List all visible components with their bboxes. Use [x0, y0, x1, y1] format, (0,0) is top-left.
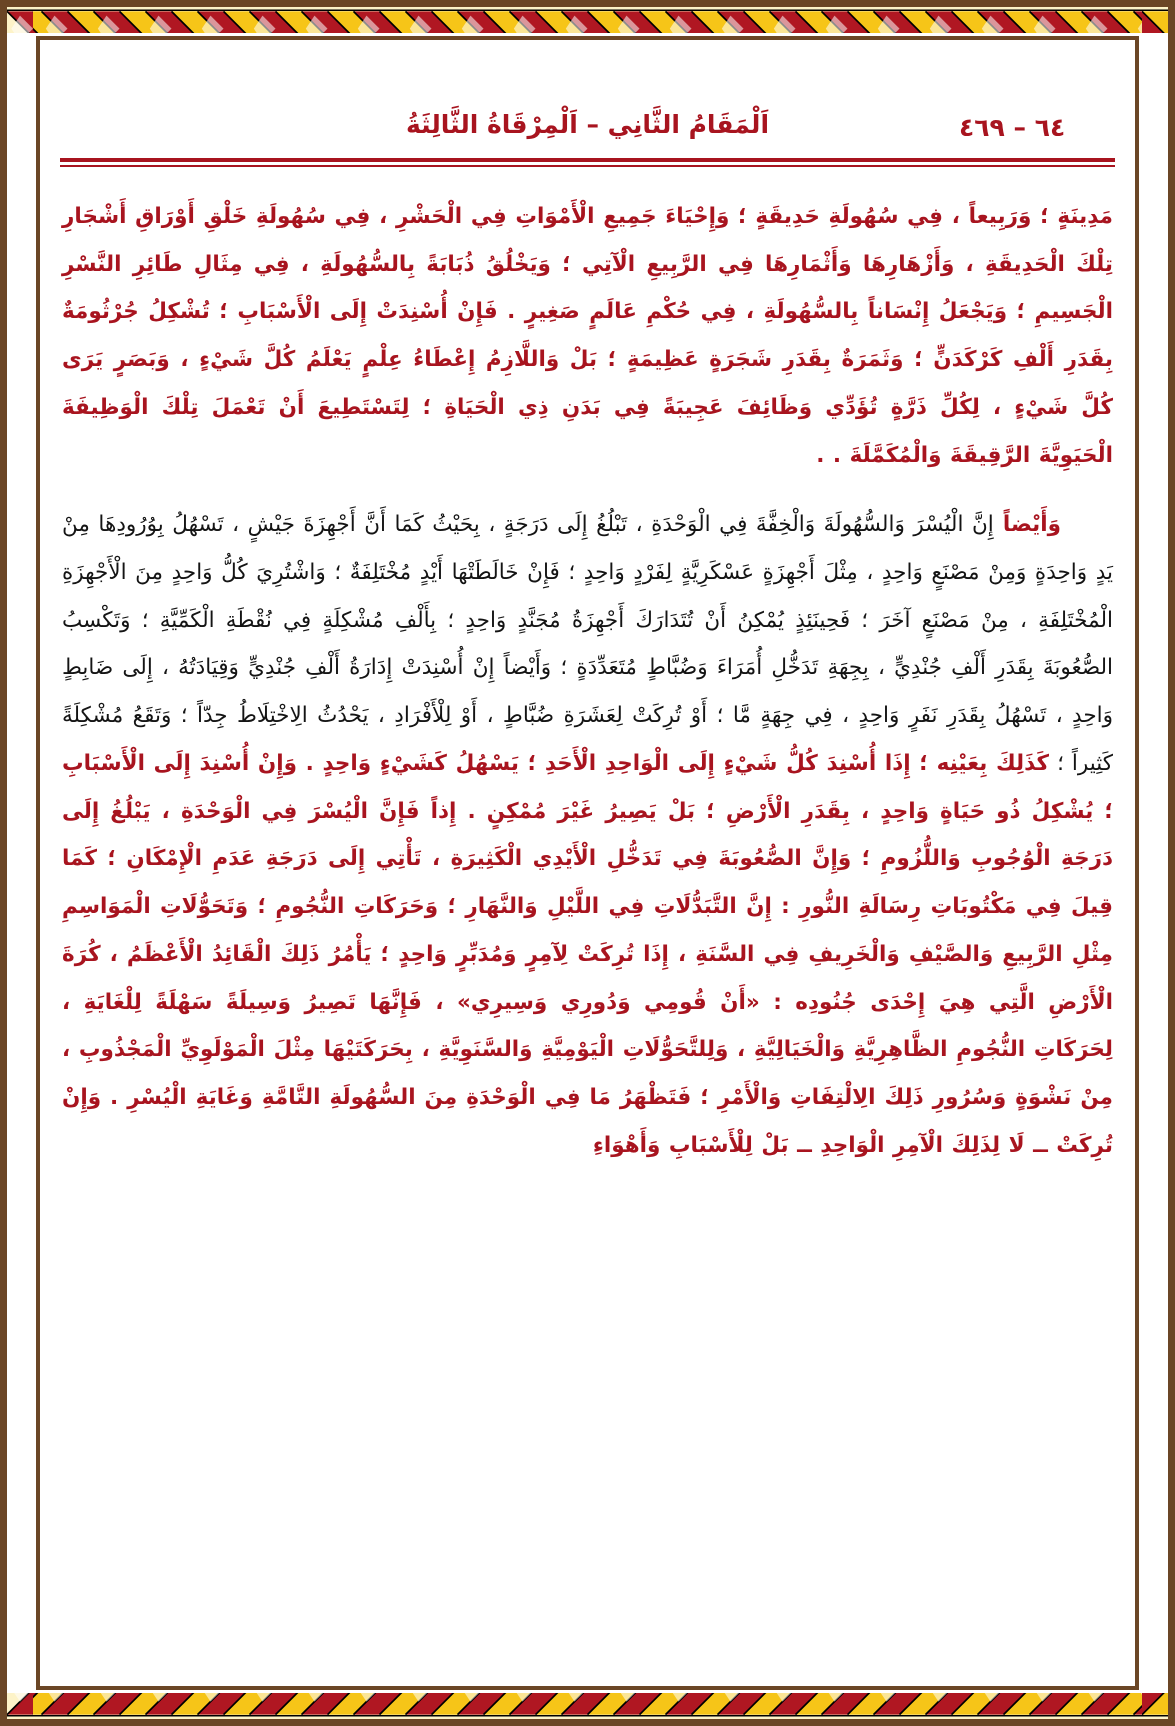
page-header: [58, 58, 1117, 142]
paragraph-2-segment-2: إِنَّ الْيُسْرَ وَالسُّهُولَةَ وَالْخِفَّةَ فِي الْوَحْدَةِ ، تَبْلُغُ إِلَى دَرَجَةٍ ، بِحَيْثُ كَمَا أَنَّ أَجْهِزَةَ جَيْشٍ ، تَسْهُلُ بِوُرُودِهَا مِنْ يَدٍ وَاحِدَةٍ وَمِنْ مَصْنَعٍ وَاحِدٍ ، مِثْلَ أَجْهِزَةٍ عَسْكَرِيَّةٍ لِفَرْدٍ وَاحِدٍ ؛ فَإِنْ خَالَطَتْهَا أَيْدٍ مُخْتَلِفَةٌ ؛ وَاشْتُرِيَ كُلُّ وَاحِدٍ مِنَ الْأَجْهِزَةِ الْمُخْتَلِفَةِ ، مِنْ مَصْنَعٍ آخَرَ ؛ فَحِينَئِذٍ يُمْكِنُ أَنْ تُتَدَارَكَ أَجْهِزَةُ مُجَنَّدٍ وَاحِدٍ ؛ بِأَلْفِ مُشْكِلَةٍ فِي نُقْطَةِ الْكَمِّيَّةِ ؛ وَتَكْسِبُ الصُّعُوبَةَ بِقَدَرِ أَلْفِ جُنْدِيٍّ ، بِجِهَةِ تَدَخُّلِ أُمَرَاءَ وَضُبَّاطٍ مُتَعَدِّدَةٍ ؛ وَأَيْضاً إِنْ أُسْنِدَتْ إِدَارَةُ أَلْفِ جُنْدِيٍّ وَقِيَادَتُهُ ، إِلَى ضَابِطٍ وَاحِدٍ ، تَسْهُلُ بِقَدَرِ نَفَرٍ وَاحِدٍ ، فِي جِهَةٍ مَّا ؛ أَوْ تُرِكَتْ لِعَشَرَةِ ضُبَّاطٍ ، أَوْ لِلْأَفْرَادِ ، يَحْدُثُ الِاخْتِلَاطُ جِدّاً ؛ وَتَقَعُ مُشْكِلَةً كَثِيراً ؛: [62, 512, 1113, 776]
paragraph-1-segment-1: مَدِينَةٍ ؛ وَرَبِيعاً ، فِي سُهُولَةِ حَدِيقَةٍ ؛ وَإِحْيَاءَ جَمِيعِ الْأَمْوَاتِ فِي الْحَشْرِ ، فِي سُهُولَةِ خَلْقِ أَوْرَاقِ أَشْجَارِ تِلْكَ الْحَدِيقَةِ ، وَأَزْهَارِهَا وَأَثْمَارِهَا فِي الرَّبِيعِ الْآتِي ؛ وَيَخْلُقُ ذُبَابَةً بِالسُّهُولَةِ ، فِي مِثَالِ طَائِرِ النَّسْرِ الْجَسِيمِ ؛ وَيَجْعَلُ إِنْسَاناً بِالسُّهُولَةِ ، فِي حُكْمِ عَالَمٍ صَغِيرٍ . فَإِنْ أُسْنِدَتْ إِلَى الْأَسْبَابِ ؛ تُشْكِلُ جُرْثُومَةٌ بِقَدَرِ أَلْفِ كَرْكَدَنٍّ ؛ وَثَمَرَةٌ بِقَدَرِ شَجَرَةٍ عَظِيمَةٍ ؛ بَلْ وَاللَّازِمُ إِعْطَاءُ عِلْمٍ يَعْلَمُ كُلَّ شَيْءٍ ، وَبَصَرٍ يَرَى كُلَّ شَيْءٍ ، لِكُلِّ ذَرَّةٍ تُؤَدِّي وَظَائِفَ عَجِيبَةً فِي بَدَنِ ذِي الْحَيَاةِ ؛ لِتَسْتَطِيعَ أَنْ تَعْمَلَ تِلْكَ الْوَظِيفَةَ الْحَيَوِيَّةَ الرَّقِيقَةَ وَالْمُكَمَّلَةَ . .: [62, 204, 1113, 468]
header-divider-rule: [60, 158, 1115, 167]
paragraph-2-segment-1: وَأَيْضاً: [993, 512, 1061, 538]
paragraph-1: [62, 193, 1113, 479]
page-content: [58, 58, 1117, 1686]
page-title: اَلْمَقَامُ الثَّانِي – اَلْمِرْقَاةُ الثَّالِثَةُ: [405, 110, 770, 139]
body-text: [58, 167, 1117, 1169]
paragraph-2-segment-3: كَذَلِكَ بِعَيْنِه ؛ إِذَا أُسْنِدَ كُلُّ شَيْءٍ إِلَى الْوَاحِدِ الْأَحَدِ ؛ يَسْهُلُ كَشَيْءٍ وَاحِدٍ . وَإِنْ أُسْنِدَ إِلَى الْأَسْبَابِ ؛ يُشْكِلُ ذُو حَيَاةٍ وَاحِدٍ ، بِقَدَرِ الْأَرْضِ ؛ بَلْ يَصِيرُ غَيْرَ مُمْكِنٍ . إِذاً فَإِنَّ الْيُسْرَ فِي الْوَحْدَةِ ، يَبْلُغُ إِلَى دَرَجَةِ الْوُجُوبِ وَاللُّزُومِ ؛ وَإِنَّ الصُّعُوبَةَ فِي تَدَخُّلِ الْأَيْدِي الْكَثِيرَةِ ، تَأْتِي إِلَى دَرَجَةِ عَدَمِ الْإِمْكَانِ ؛ كَمَا قِيلَ فِي مَكْتُوبَاتِ رِسَالَةِ النُّورِ : إِنَّ التَّبَدُّلَاتِ فِي اللَّيْلِ وَالنَّهَارِ ؛ وَحَرَكَاتِ النُّجُومِ ؛ وَتَحَوُّلَاتِ الْمَوَاسِمِ مِثْلِ الرَّبِيعِ وَالصَّيْفِ وَالْخَرِيفِ فِي السَّنَةِ ، إِذَا تُرِكَتْ لِآمِرٍ وَمُدَبِّرٍ وَاحِدٍ ؛ يَأْمُرُ ذَلِكَ الْقَائِدُ الْأَعْظَمُ ، كُرَةَ الْأَرْضِ الَّتِي هِيَ إِحْدَى جُنُودِه : «أَنْ قُومِي وَدُورِي وَسِيرِي» ، فَإِنَّهَا تَصِيرُ وَسِيلَةً سَهْلَةً لِلْغَايَةِ ، لِحَرَكَاتِ النُّجُومِ الظَّاهِرِيَّةِ وَالْخَيَالِيَّةِ ، وَلِلتَّحَوُّلَاتِ الْيَوْمِيَّةِ وَالسَّنَوِيَّةِ ، بِحَرَكَتَيْهَا مِثْلَ الْمَوْلَوِيِّ الْمَجْذُوبِ ، مِنْ نَشْوَةٍ وَسُرُورِ ذَلِكَ الِالْتِفَاتِ وَالْأَمْرِ ؛ فَتَظْهَرُ مَا فِي الْوَحْدَةِ مِنَ السُّهُولَةِ التَّامَّةِ وَغَايَةِ الْيُسْرِ . وَإِنْ تُرِكَتْ ــ لَا لِذَلِكَ الْآمِرِ الْوَاحِدِ ــ بَلْ لِلْأَسْبَابِ وَأَهْوَاءِ: [62, 750, 1113, 1158]
paragraph-2: [62, 501, 1113, 1169]
page-number: ٦٤ – ٤٦٩: [959, 113, 1066, 142]
